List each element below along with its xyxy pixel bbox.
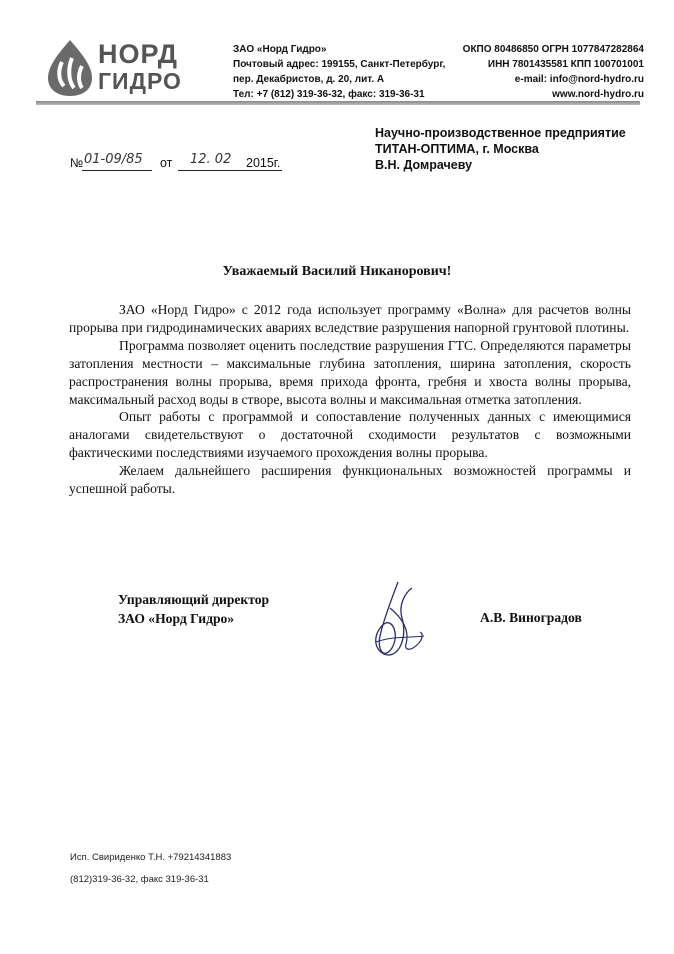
footer-contacts: (812)319-36-32, факс 319-36-31: [70, 874, 209, 885]
address-line-1: Почтовый адрес: 199155, Санкт-Петербург,: [233, 59, 446, 70]
company-logo: [40, 36, 190, 98]
water-drop-logo-icon: [40, 36, 100, 98]
reference-date: 12. 02: [190, 152, 232, 167]
handwritten-signature: [362, 578, 432, 668]
recipient-org: Научно-производственное предприятие: [375, 126, 626, 140]
letterhead-divider: [36, 101, 640, 105]
website-line[interactable]: www.nord-hydro.ru: [552, 89, 644, 100]
number-prefix: №: [70, 156, 84, 170]
letterhead-address-block: [233, 42, 453, 102]
codes-line-2: ИНН 7801435581 КПП 100701001: [487, 59, 644, 70]
recipient-person: В.Н. Домрачеву: [375, 158, 473, 172]
paragraph-4: Желаем дальнейшего расширения функциональных возможностей программы и успешной работы.: [69, 463, 631, 497]
email-line[interactable]: e-mail: info@nord-hydro.ru: [514, 74, 644, 85]
signatory-position: Управляющий директор: [118, 592, 270, 607]
recipient-company: ТИТАН-ОПТИМА, г. Москва: [375, 142, 539, 156]
reference-line: [70, 150, 290, 172]
signatory-name: А.В. Виноградов: [480, 610, 582, 625]
reference-year: 2015г.: [246, 156, 281, 170]
recipient-block: [375, 125, 655, 173]
company-name: ЗАО «Норд Гидро»: [233, 44, 327, 55]
address-line-2: пер. Декабристов, д. 20, лит. А: [233, 74, 385, 85]
logo-line1: НОРД: [98, 39, 179, 69]
executor-line: Исп. Свириденко Т.Н. +79214341883: [70, 852, 232, 863]
paragraph-1: ЗАО «Норд Гидро» с 2012 года использует программу «Волна» для расчетов волны прорыва при гидродинамических авариях вследствие разрушения напорной грунтовой плотины.: [69, 302, 631, 335]
signatory-title: [118, 590, 269, 628]
number-underline: [82, 170, 152, 171]
reference-number: 01-09/85: [84, 152, 143, 167]
date-underline: [178, 170, 282, 171]
letterhead-codes-block: [444, 42, 644, 102]
date-prefix: от: [160, 156, 173, 170]
paragraph-3: Опыт работы с программой и сопоставление полученных данных с имеющимися аналогами свидетельствуют о достаточной сходимости результатов с возможными фактическими последствиями изучаемого прохождения волны прорыва.: [69, 409, 631, 461]
paragraph-2: Программа позволяет оценить последствие разрушения ГТС. Определяются параметры затопления местности – максимальные глубина затопления, ширина затопления, скорость распространения волны прорыва, время прихода фронта, гребня и хвоста волны прорыва, максимальный расход воды в створе, высота волны и максимальная отметка затопления.: [69, 337, 631, 407]
logo-line2: ГИДРО: [98, 68, 182, 94]
signatory-company: ЗАО «Норд Гидро»: [118, 611, 235, 626]
codes-line-1: ОКПО 80486850 ОГРН 1077847282864: [462, 44, 644, 55]
phone-line: Тел: +7 (812) 319-36-32, факс: 319-36-31: [233, 89, 425, 100]
letter-body: [69, 301, 631, 498]
salutation: Уважаемый Василий Никанорович!: [222, 264, 452, 279]
